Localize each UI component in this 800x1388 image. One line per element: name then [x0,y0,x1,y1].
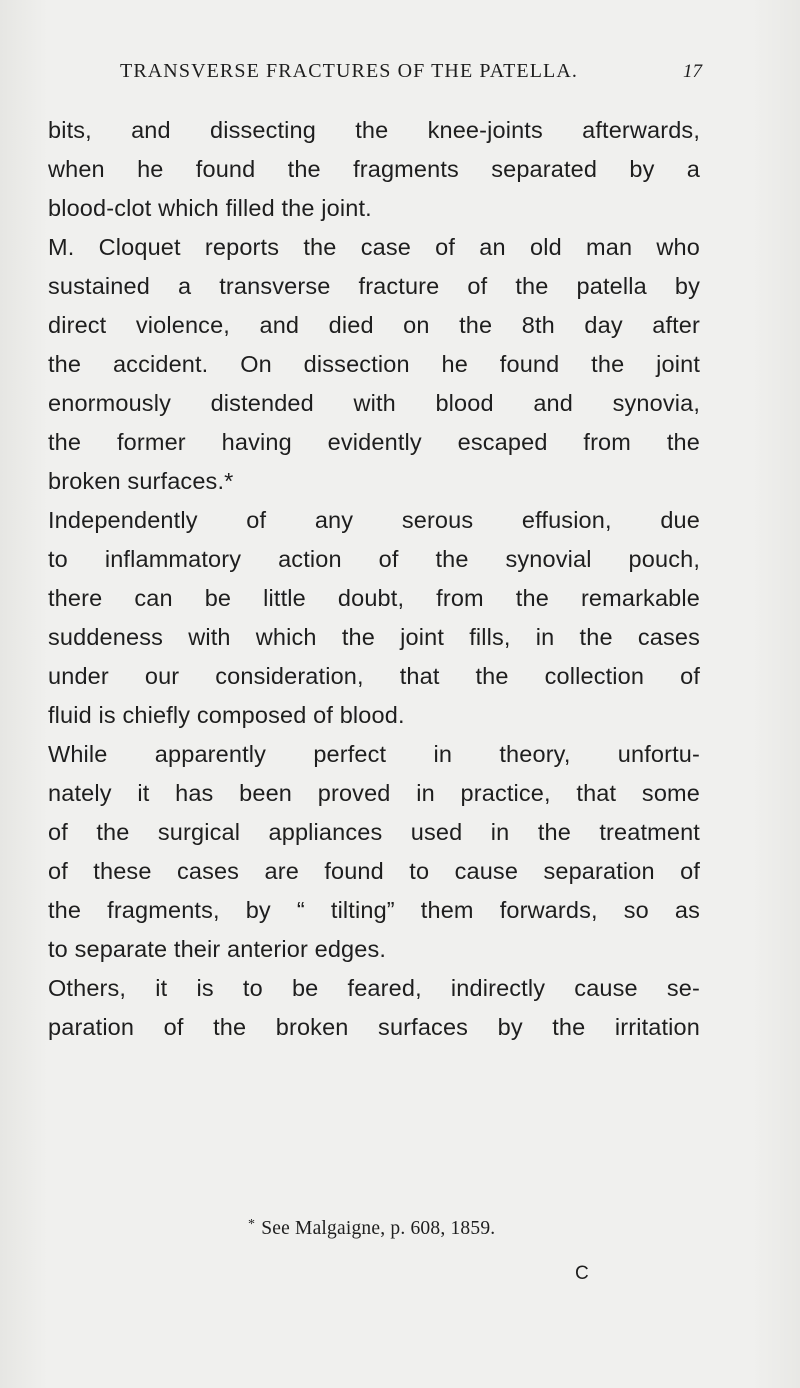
footnote-mark: * [248,1217,256,1232]
text-line: Others, it is to be feared, indirectly cause se- [48,975,700,1001]
page-number: 17 [683,61,702,82]
text-line: bits, and dissecting the knee-joints afterwards, [48,117,700,143]
text-line: of the surgical appliances used in the treatment [48,819,700,845]
footnote [248,1217,495,1240]
text-line: paration of the broken surfaces by the irritation [48,1014,700,1040]
text-line: of these cases are found to cause separation of [48,858,700,884]
text-line: blood-clot which filled the joint. [48,195,372,221]
running-head [0,60,800,90]
footnote-text: See Malgaigne, p. 608, 1859. [261,1218,496,1239]
text-line: there can be little doubt, from the remarkable [48,585,700,611]
text-line: Independently of any serous effusion, due [48,507,700,533]
text-line: suddeness with which the joint fills, in the cases [48,624,700,650]
text-line: direct violence, and died on the 8th day after [48,312,700,338]
signature-mark: C [575,1263,589,1284]
text-line: While apparently perfect in theory, unfortu- [48,741,700,767]
text-line: under our consideration, that the collection of [48,663,700,689]
text-line: enormously distended with blood and synovia, [48,390,700,416]
text-line: nately it has been proved in practice, that some [48,780,700,806]
text-line: the accident. On dissection he found the joint [48,351,700,377]
text-line: sustained a transverse fracture of the patella by [48,273,700,299]
running-head-title: TRANSVERSE FRACTURES OF THE PATELLA. [120,60,578,82]
text-line: M. Cloquet reports the case of an old man who [48,234,700,260]
text-line: when he found the fragments separated by a [48,156,700,182]
text-line: the fragments, by “ tilting” them forwards, so as [48,897,700,923]
body-text [48,111,700,1047]
text-line: broken surfaces.* [48,468,234,494]
text-line: to inflammatory action of the synovial pouch, [48,546,700,572]
text-line: fluid is chiefly composed of blood. [48,702,405,728]
text-line: to separate their anterior edges. [48,936,387,962]
text-line: the former having evidently escaped from the [48,429,700,455]
